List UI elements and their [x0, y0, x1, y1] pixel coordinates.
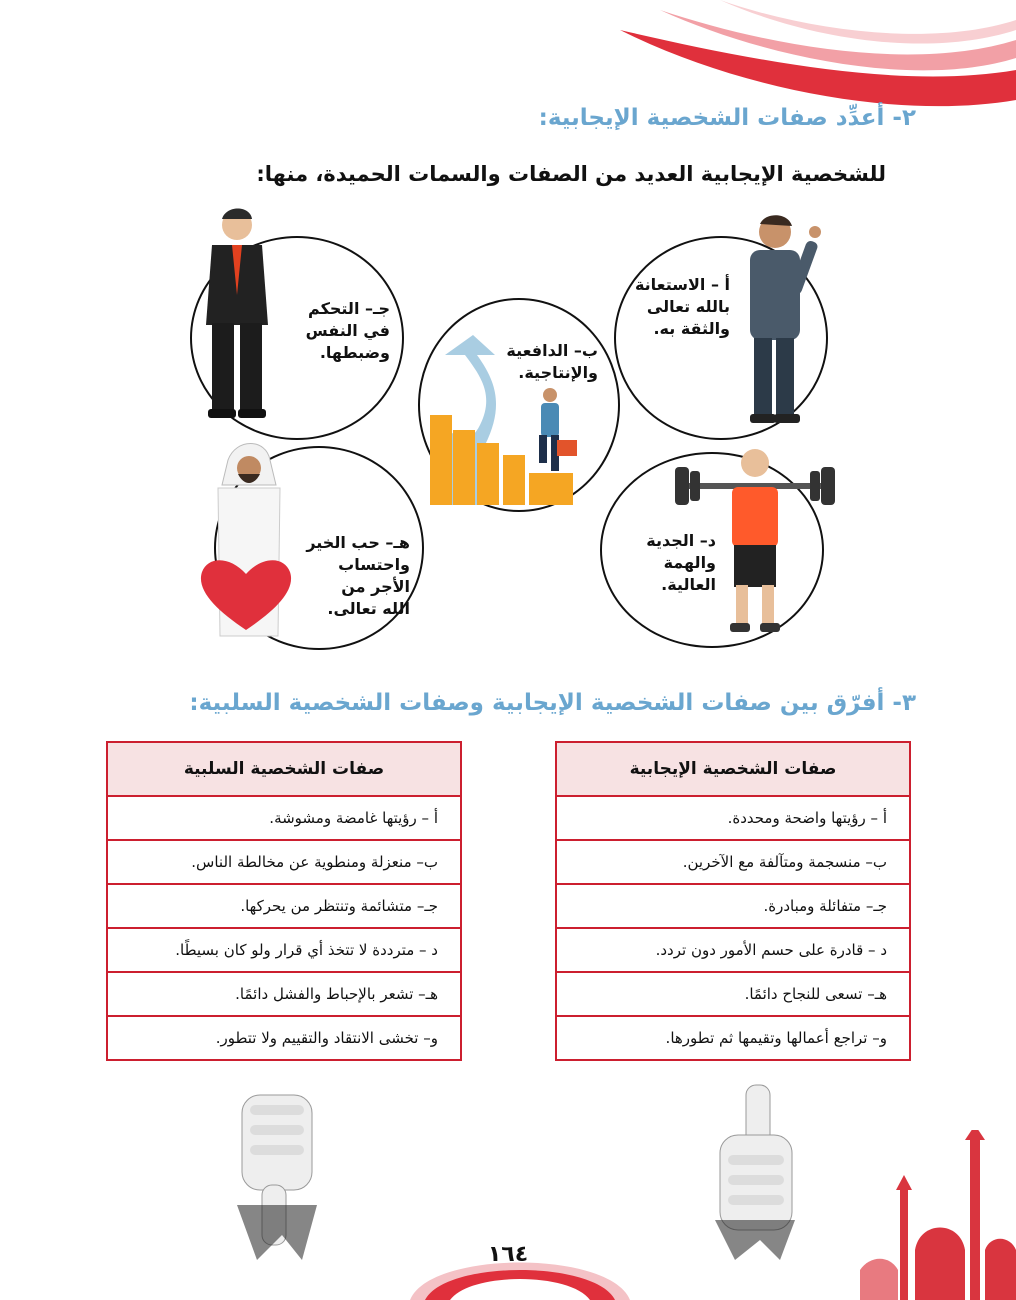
negative-trait-row: ب– منعزلة ومنطوية عن مخالطة الناس. [107, 840, 461, 884]
negative-trait-row: هـ– تشعر بالإحباط والفشل دائمًا. [107, 972, 461, 1016]
section3-heading: ٣- أفرّق بين صفات الشخصية الإيجابية وصفات الشخصية السلبية: [189, 690, 916, 716]
trait-label-e: هـ– حب الخير واحتساب الأجر من الله تعالى. [306, 533, 410, 618]
positive-traits-header: صفات الشخصية الإيجابية [556, 742, 910, 796]
trait-label-c: جـ– التحكم في النفس وضبطها. [305, 299, 390, 362]
section2-intro: للشخصية الإيجابية العديد من الصفات والسمات الحميدة، منها: [256, 162, 886, 186]
positive-trait-row: أ – رؤيتها واضحة ومحددة. [556, 796, 910, 840]
page-number: ١٦٤ [487, 1242, 529, 1267]
negative-trait-row: جـ– متشائمة وتنتظر من يحركها. [107, 884, 461, 928]
negative-trait-row: د – مترددة لا تتخذ أي قرار ولو كان بسيطًا. [107, 928, 461, 972]
man-with-heart-illustration [196, 440, 296, 640]
negative-trait-row: أ – رؤيتها غامضة ومشوشة. [107, 796, 461, 840]
positive-trait-row: جـ– متفائلة ومبادرة. [556, 884, 910, 928]
trait-label-a: أ – الاستعانة بالله تعالى والثقة به. [634, 275, 730, 338]
thumbs-down-icon [222, 1085, 332, 1260]
businessman-illustration [190, 205, 285, 425]
positive-trait-row: د – قادرة على حسم الأمور دون تردد. [556, 928, 910, 972]
trait-label-d: د– الجدية والهمة العالية. [646, 531, 716, 594]
positive-traits-table [555, 741, 911, 1061]
weightlifter-illustration [670, 445, 840, 640]
growth-chart-illustration [425, 335, 585, 510]
negative-traits-table [106, 741, 462, 1061]
negative-trait-row: و– تخشى الانتقاد والتقييم ولا تتطور. [107, 1016, 461, 1060]
positive-trait-row: هـ– تسعى للنجاح دائمًا. [556, 972, 910, 1016]
negative-traits-header: صفات الشخصية السلبية [107, 742, 461, 796]
positive-trait-row: ب– منسجمة ومتآلفة مع الآخرين. [556, 840, 910, 884]
mosque-silhouette-decoration [860, 1130, 1016, 1300]
section2-heading: ٢- أعدِّد صفات الشخصية الإيجابية: [538, 105, 916, 131]
thumbs-up-icon [700, 1080, 810, 1260]
trait-label-b: ب– الدافعية والإنتاجية. [506, 341, 598, 382]
positive-trait-row: و– تراجع أعمالها وتقيمها ثم تطورها. [556, 1016, 910, 1060]
man-pointing-illustration [720, 210, 830, 430]
